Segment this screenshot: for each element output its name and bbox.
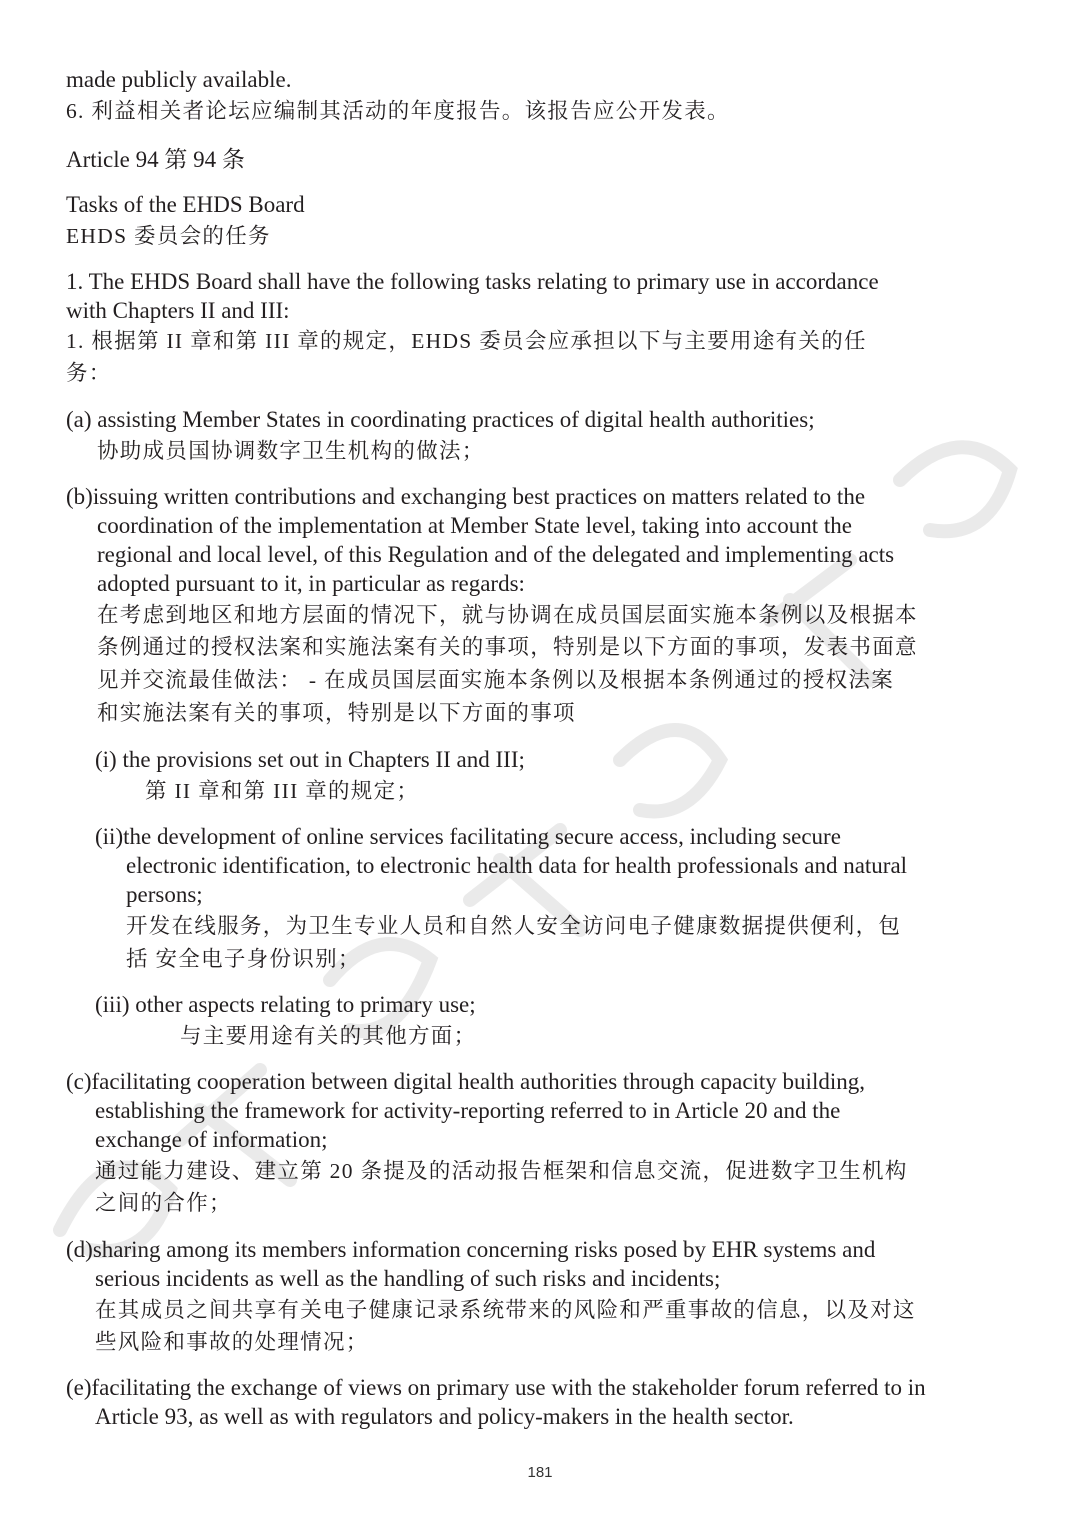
text-line: coordination of the implementation at Member State level, taking into account the [97,513,852,538]
sub-item-ii: (ii)the development of online services facilitating secure access, including secure [95,824,841,849]
list-item-a-zh: 协助成员国协调数字卫生机构的做法； [97,439,485,463]
sub-item-i: (i) the provisions set out in Chapters II and III; [95,747,525,772]
page-number: 181 [527,1464,553,1481]
text-line: serious incidents as well as the handling of such risks and incidents; [95,1266,721,1291]
text-line: 和实施法案有关的事项，特别是以下方面的事项 [97,701,576,725]
list-item-b: (b)issuing written contributions and exchanging best practices on matters related to the [66,484,866,509]
sub-item-iii: (iii) other aspects relating to primary use; [95,992,476,1017]
text-line: establishing the framework for activity-reporting referred to in Article 20 and the [95,1098,841,1123]
text-line: 见并交流最佳做法： - 在成员国层面实施本条例以及根据本条例通过的授权法案 [97,668,895,692]
list-item-d: (d)sharing among its members information concerning risks posed by EHR systems and [66,1237,876,1262]
sub-item-iii-zh: 与主要用途有关的其他方面； [180,1024,477,1048]
list-item-e: (e)facilitating the exchange of views on primary use with the stakeholder forum referred to in [66,1375,926,1400]
text-line: 在考虑到地区和地方层面的情况下，就与协调在成员国层面实施本条例以及根据本 [97,603,918,627]
text-line: 条例通过的授权法案和实施法案有关的事项，特别是以下方面的事项，发表书面意 [97,635,918,659]
text-line: 务： [66,361,112,385]
text-line: with Chapters II and III: [66,298,290,323]
text-line: 通过能力建设、建立第 20 条提及的活动报告框架和信息交流，促进数字卫生机构 [95,1159,908,1183]
text-line: 些风险和事故的处理情况； [95,1330,369,1354]
sub-item-i-zh: 第 II 章和第 III 章的规定； [145,779,420,803]
text-line: 括 安全电子身份识别； [126,947,361,971]
text-line: Article 93, as well as with regulators and policy-makers in the health sector. [95,1404,794,1429]
text-line: made publicly available. [66,67,292,92]
list-item-c: (c)facilitating cooperation between digital health authorities through capacity building, [66,1069,865,1094]
text-line: regional and local level, of this Regulation and of the delegated and implementing acts [97,542,895,567]
section-title-zh: EHDS 委员会的任务 [66,224,271,248]
article-heading: Article 94 第 94 条 [66,147,245,172]
text-line: 开发在线服务，为卫生专业人员和自然人安全访问电子健康数据提供便利，包 [126,914,902,938]
list-item-a: (a) assisting Member States in coordinating practices of digital health authorities; [66,407,815,432]
text-line: 1. The EHDS Board shall have the following tasks relating to primary use in accordance [66,269,879,294]
text-line: persons; [126,882,203,907]
text-line: exchange of information; [95,1127,328,1152]
text-line: 6. 利益相关者论坛应编制其活动的年度报告。该报告应公开发表。 [66,99,730,123]
text-line: electronic identification, to electronic health data for health professionals and natural [126,853,908,878]
text-line: 之间的合作； [95,1191,232,1215]
text-line: adopted pursuant to it, in particular as regards: [97,571,525,596]
text-line: 在其成员之间共享有关电子健康记录系统带来的风险和严重事故的信息，以及对这 [95,1298,916,1322]
text-line: 1. 根据第 II 章和第 III 章的规定，EHDS 委员会应承担以下与主要用途有关的任 [66,329,867,353]
section-title: Tasks of the EHDS Board [66,192,305,217]
